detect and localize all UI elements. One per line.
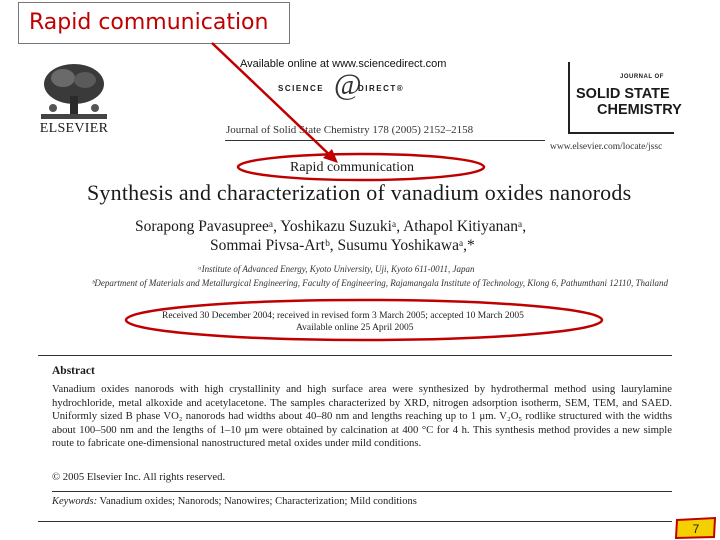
sciencedirect-right: DIRECT® <box>358 84 405 93</box>
authors-line-1: Sorapong Pavasupreeᵃ, Yoshikazu Suzukiᵃ, Athapol Kitiyananᵃ, <box>135 218 527 235</box>
journal-logo-line2: CHEMISTRY <box>597 102 682 118</box>
sciencedirect-at-icon: @ <box>334 68 362 101</box>
received-dates: Received 30 December 2004; received in revised form 3 March 2005; accepted 10 March 2005 <box>162 311 524 321</box>
slide-label: Rapid communication <box>18 2 290 44</box>
keywords-label: Keywords: <box>52 496 98 507</box>
sciencedirect-left: SCIENCE <box>278 84 325 93</box>
publisher-name: ELSEVIER <box>39 121 109 136</box>
journal-logo-journal-of: JOURNAL OF <box>620 74 664 80</box>
article-type: Rapid communication <box>290 160 415 175</box>
affiliation-b: ᵇDepartment of Materials and Metallurgical Engineering, Faculty of Engineering, Rajamangala Institute of Technology, Klong 6, Pathumthani 12110, Thailand <box>92 278 669 288</box>
journal-logo-line1: SOLID STATE <box>576 86 670 102</box>
available-online-date: Available online 25 April 2005 <box>296 323 414 333</box>
article-title: Synthesis and characterization of vanadium oxides nanorods <box>87 180 632 205</box>
journal-citation: Journal of Solid State Chemistry 178 (2005) 2152–2158 <box>226 124 474 136</box>
abstract-body: Vanadium oxides nanorods with high crystallinity and high surface area were synthesized by hydrothermal method using laurylamine hydrochloride, metal alkoxide and acetylacetone. The samples characterized by XRD, nitrogen adsorption isotherm, SEM, TEM, and SAED. Uniformly sized B phase VO₂ nanorods had widths about 40–80 nm and lengths reaching up to 1 μm. V₂O₅ rodlike structured with the widths about 100–500 nm and the lengths of 1–10 μm were obtained by calcination at 400 °C for 4 h. This synthesis method provides a new simple route to fabricate one-dimensional nanostructured metal oxides under mild conditions. <box>52 383 672 450</box>
annotation-arrow <box>212 43 335 160</box>
affiliation-a: ᵃInstitute of Advanced Energy, Kyoto University, Uji, Kyoto 611-0011, Japan <box>198 264 475 274</box>
rapid-communication-highlight <box>238 154 484 180</box>
received-dates-highlight <box>126 300 602 340</box>
authors-line-2: Sommai Pivsa-Artᵇ, Susumu Yoshikawaᵃ,* <box>210 237 475 254</box>
journal-url: www.elsevier.com/locate/jssc <box>550 142 663 152</box>
page-number: 7 <box>692 522 700 536</box>
available-online-text: Available online at www.sciencedirect.com <box>240 58 447 70</box>
keywords-text: Vanadium oxides; Nanorods; Nanowires; Characterization; Mild conditions <box>99 496 417 507</box>
copyright-notice: © 2005 Elsevier Inc. All rights reserved. <box>52 471 226 483</box>
abstract-heading: Abstract <box>52 365 95 377</box>
